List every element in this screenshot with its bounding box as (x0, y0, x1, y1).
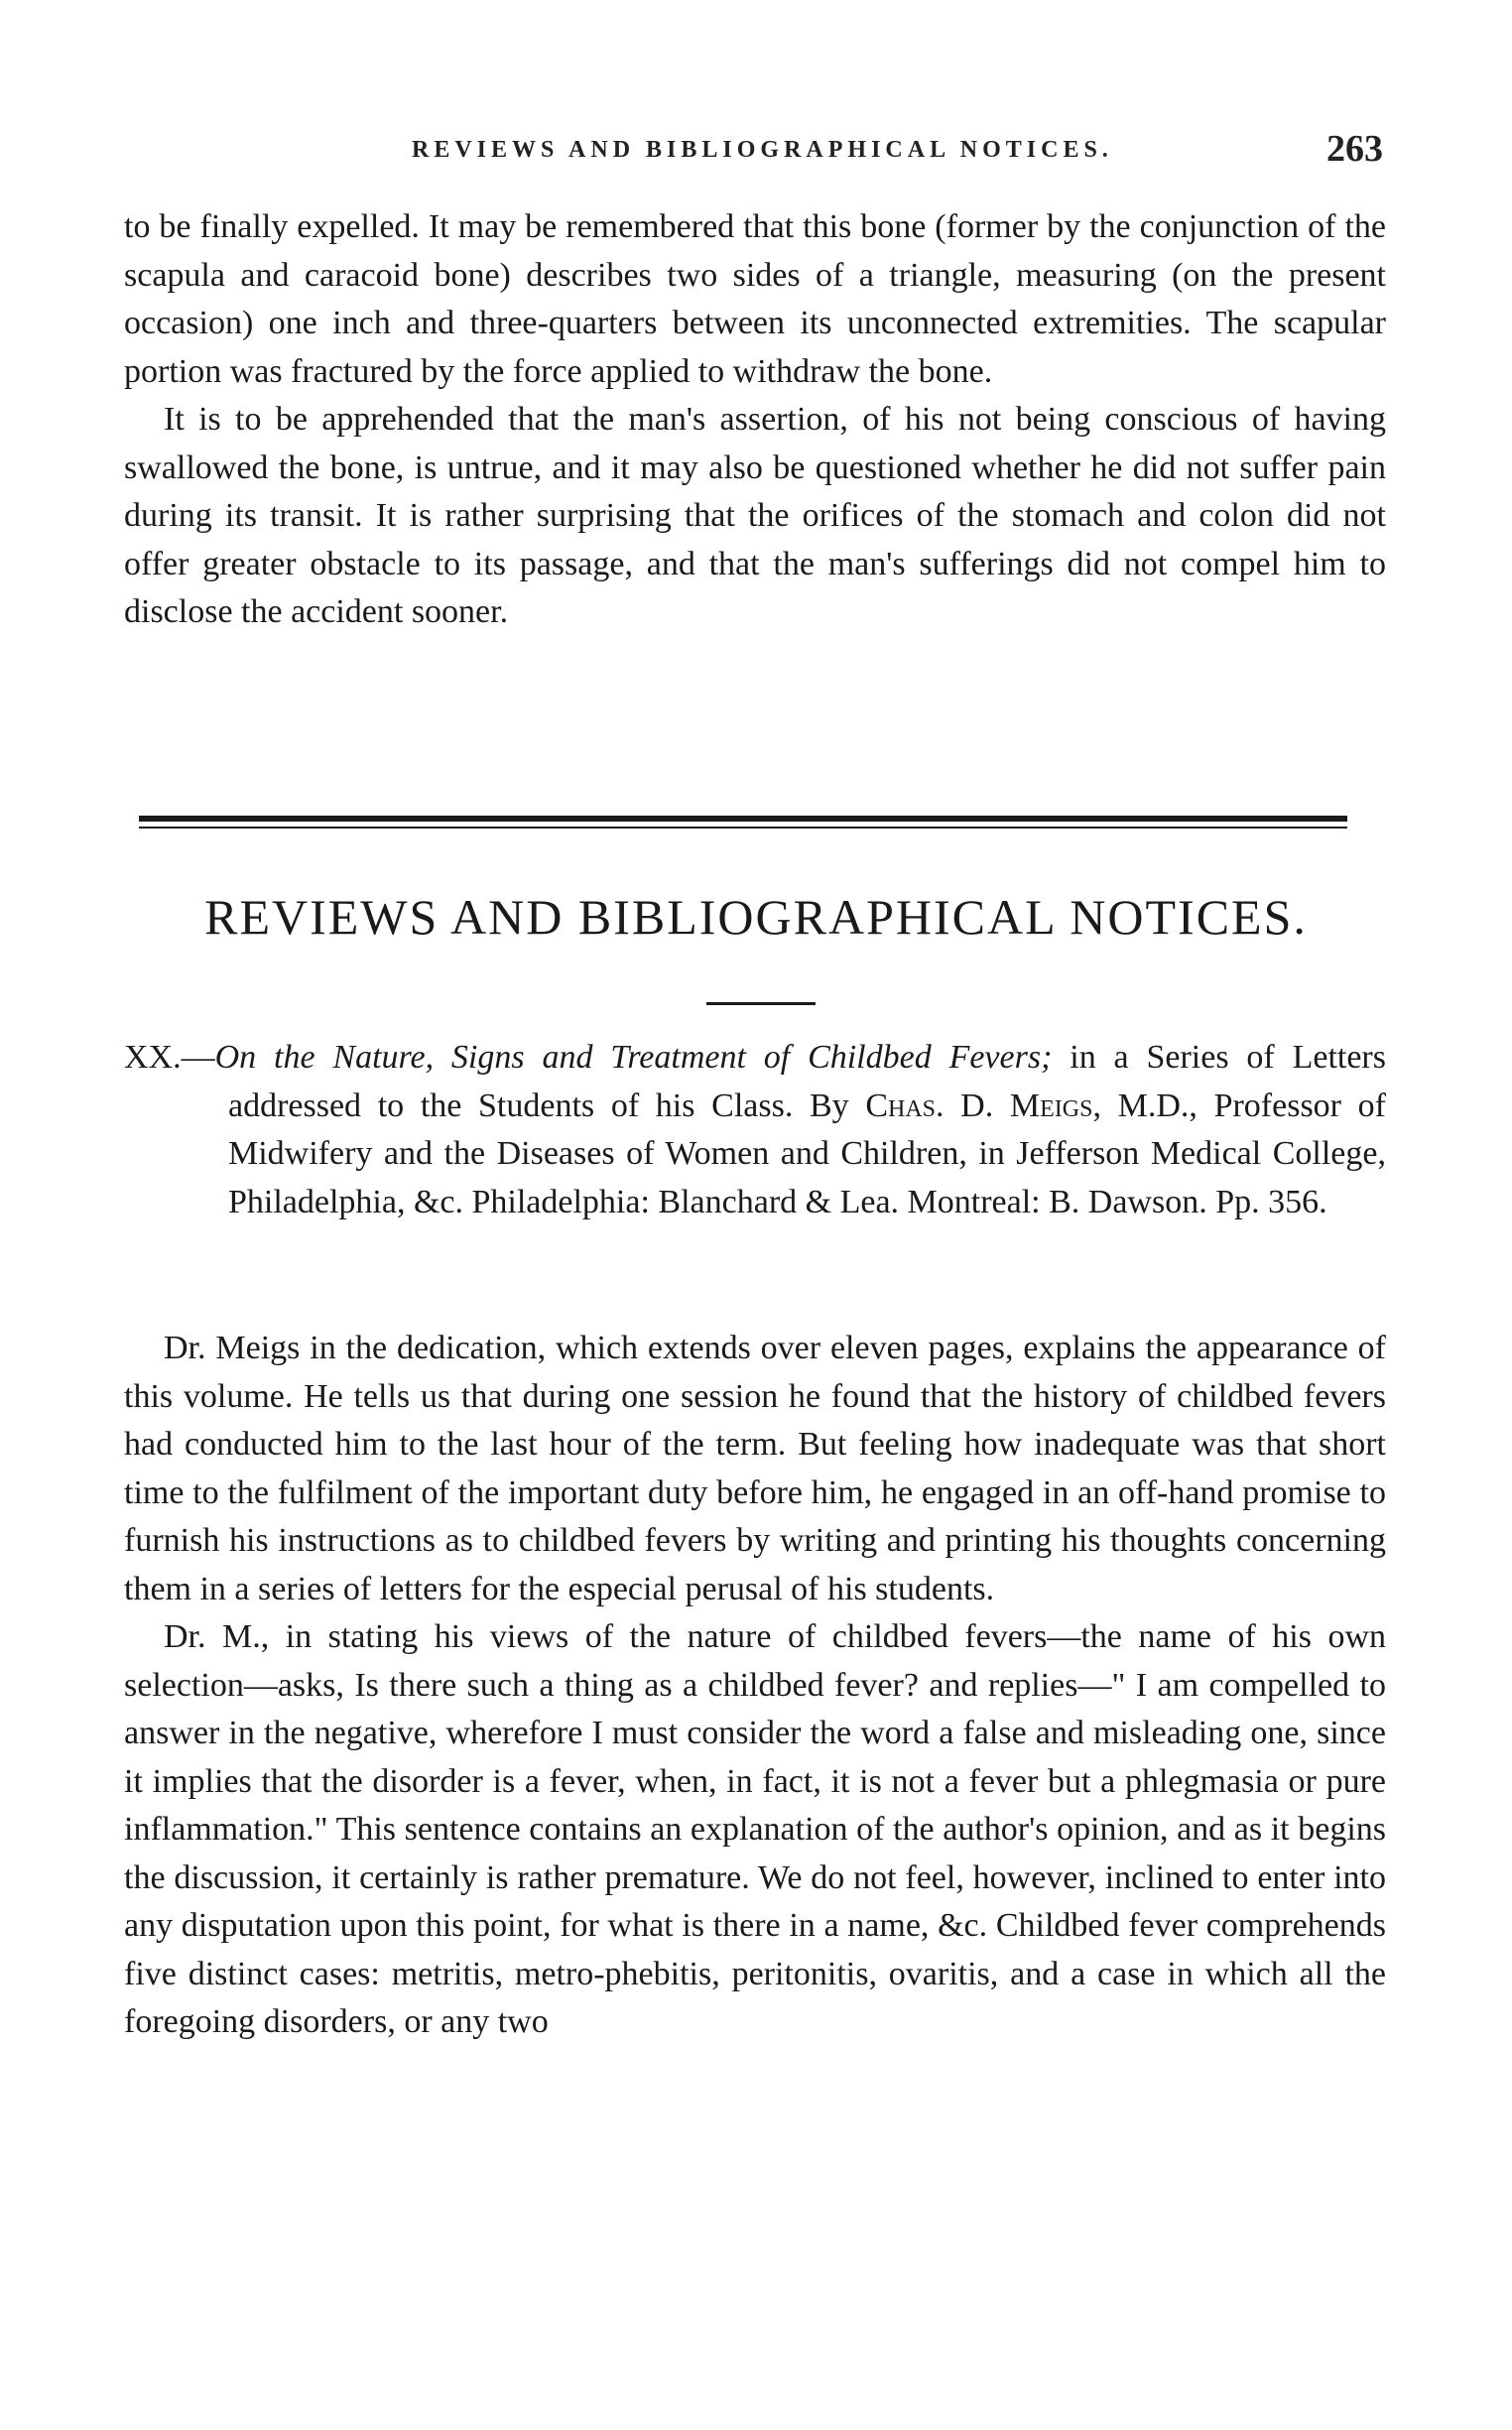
page-number: 263 (1326, 128, 1383, 170)
review-body-text (124, 1325, 1386, 2047)
continued-article-text (124, 203, 1386, 637)
entry-author: Chas. D. Meigs (865, 1087, 1093, 1124)
entry-number: XX.— (124, 1039, 215, 1076)
short-divider (706, 1002, 816, 1005)
review-entry-heading (124, 1034, 1386, 1226)
paragraph: Dr. Meigs in the dedication, which extends over eleven pages, explains the appearance of this volume. He tells us that during one session he found that the history of childbed fevers had conducted him to the last hour of the term. But feeling how inadequate was that short time to the fulfilment of the important duty before him, he engaged in an off-hand promise to furnish his instructions as to childbed fevers by writing and printing his thoughts concerning them in a series of letters for the especial perusal of his students. (124, 1330, 1386, 1607)
section-divider-thin (139, 827, 1347, 829)
paragraph: Dr. M., in stating his views of the nature of childbed fevers—the name of his own selection—asks, Is there such a thing as a childbed fever? and replies—" I am compelled to answer in the negative, wherefore I must consider the word a false and misleading one, since it implies that the disorder is a fever, when, in fact, it is not a fever but a phlegmasia or pure inflammation." This sentence contains an explanation of the author's opinion, and as it begins the discussion, it certainly is rather premature. We do not feel, however, inclined to enter into any disputation upon this point, for what is there in a name, &c. Childbed fever comprehends five distinct cases: metritis, metro-phebitis, peritonitis, ovaritis, and a case in which all the foregoing disorders, or any two (124, 1618, 1386, 2040)
section-title: REVIEWS AND BIBLIOGRAPHICAL NOTICES. (204, 889, 1308, 945)
paragraph: to be finally expelled. It may be remembered that this bone (former by the conjunction of the scapula and caracoid bone) describes two sides of a triangle, measuring (on the present occasion) one inch and three-quarters between its unconnected extremities. The scapular portion was fractured by the force applied to withdraw the bone. (124, 208, 1386, 390)
section-divider-thick (139, 816, 1347, 822)
entry-publication-details: , M.D., Professor of Midwifery and the Diseases of Women and Children, in Jefferson Medical College, Philadelphia, &c. Philadelphia: Blanchard & Lea. Montreal: B. Dawson. Pp. 356. (228, 1087, 1386, 1220)
running-head: REVIEWS AND BIBLIOGRAPHICAL NOTICES. (412, 137, 1113, 163)
entry-book-title: On the Nature, Signs and Treatment of Childbed Fevers; (214, 1039, 1053, 1076)
paragraph: It is to be apprehended that the man's assertion, of his not being conscious of having swallowed the bone, is untrue, and it may also be questioned whether he did not suffer pain during its transit. It is rather surprising that the orifices of the stomach and colon did not offer greater obstacle to its passage, and that the man's sufferings did not compel him to disclose the accident sooner. (124, 401, 1386, 630)
entry-description: in a Series of Letters addressed to the Students of his Class. By (228, 1039, 1386, 1124)
